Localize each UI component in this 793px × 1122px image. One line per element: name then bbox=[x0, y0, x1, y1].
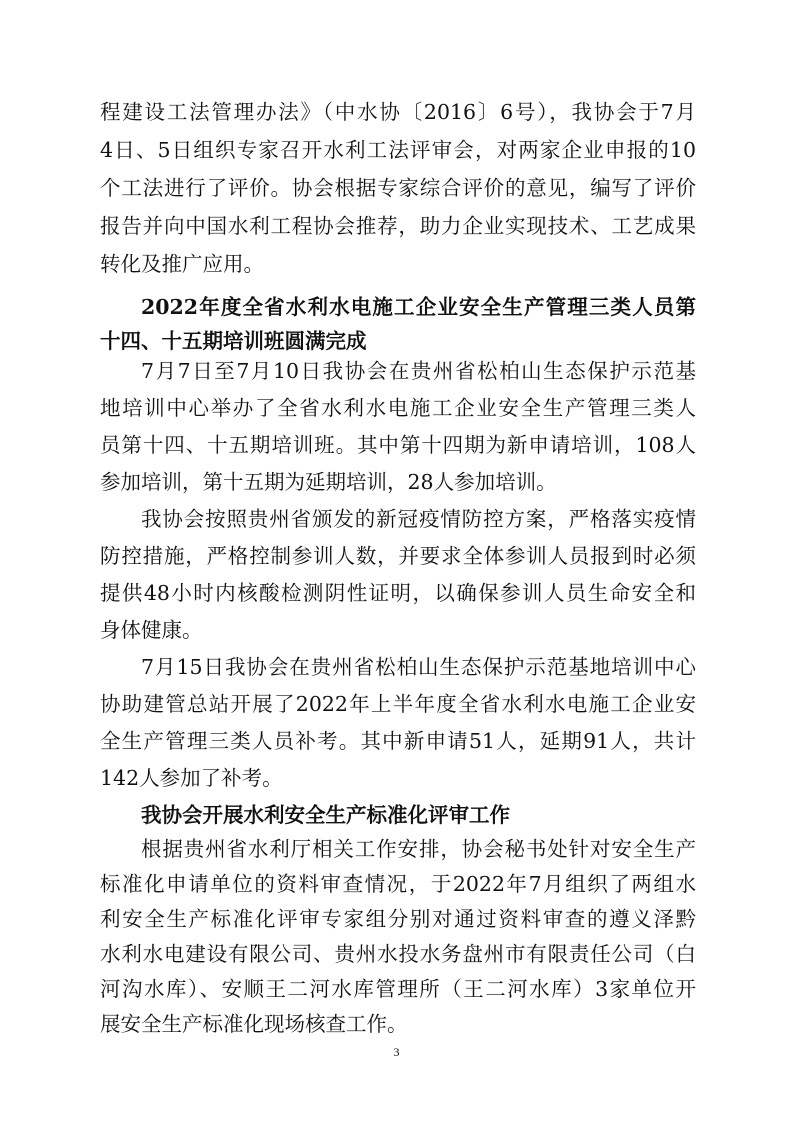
text-line: 参加培训，第十五期为延期培训，28人参加培训。 bbox=[100, 470, 557, 494]
text-line: 防控措施，严格控制参训人数，并要求全体参训人员报到时必须 bbox=[100, 544, 696, 568]
text-line: 利安全生产标准化评审专家组分别对通过资料审查的遵义泽黔 bbox=[100, 907, 696, 931]
text-line: 地培训中心举办了全省水利水电施工企业安全生产管理三类人 bbox=[100, 396, 696, 420]
page-number: 3 bbox=[393, 1045, 400, 1059]
text-line: 协助建管总站开展了2022年上半年度全省水利水电施工企业安 bbox=[100, 692, 696, 716]
text-line: 142人参加了补考。 bbox=[100, 766, 283, 790]
text-line: 根据贵州省水利厅相关工作安排，协会秘书处针对安全生产 bbox=[141, 837, 696, 861]
text-line: 7月15日我协会在贵州省松柏山生态保护示范基地培训中心 bbox=[141, 655, 696, 679]
text-line: 程建设工法管理办法》（中水协〔2016〕6号），我协会于7月 bbox=[100, 100, 696, 124]
text-line: 水利水电建设有限公司、贵州水投水务盘州市有限责任公司（白 bbox=[100, 942, 696, 966]
text-line: 身体健康。 bbox=[100, 618, 203, 642]
text-line: 员第十四、十五期培训班。其中第十四期为新申请培训，108人 bbox=[100, 433, 696, 457]
text-line: 河沟水库）、安顺王二河水库管理所（王二河水库）3家单位开 bbox=[100, 977, 696, 1001]
text-line: 展安全生产标准化现场核查工作。 bbox=[100, 1012, 408, 1036]
section-heading: 2022年度全省水利水电施工企业安全生产管理三类人员第 bbox=[141, 295, 696, 319]
text-line: 4日、5日组织专家召开水利工法评审会，对两家企业申报的10 bbox=[100, 138, 696, 162]
text-line: 个工法进行了评价。协会根据专家综合评价的意见，编写了评价 bbox=[100, 176, 696, 200]
text-line: 标准化申请单位的资料审查情况，于2022年7月组织了两组水 bbox=[100, 872, 696, 896]
text-line: 报告并向中国水利工程协会推荐，助力企业实现技术、工艺成果 bbox=[100, 214, 696, 238]
section-heading: 我协会开展水利安全生产标准化评审工作 bbox=[141, 803, 510, 827]
text-line: 提供48小时内核酸检测阴性证明，以确保参训人员生命安全和 bbox=[100, 581, 696, 605]
text-line: 7月7日至7月10日我协会在贵州省松柏山生态保护示范基 bbox=[141, 359, 696, 383]
section-heading: 十四、十五期培训班圆满完成 bbox=[100, 329, 367, 353]
text-line: 我协会按照贵州省颁发的新冠疫情防控方案，严格落实疫情 bbox=[141, 507, 696, 531]
text-line: 转化及推广应用。 bbox=[100, 252, 264, 276]
text-line: 全生产管理三类人员补考。其中新申请51人，延期91人，共计 bbox=[100, 729, 696, 753]
